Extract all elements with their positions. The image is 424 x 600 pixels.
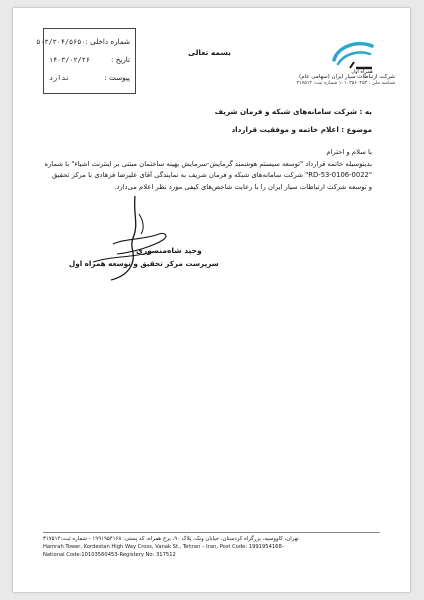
- company-ids: شناسه ملی : ۱۰۱۰۳۵۶۰۴۵۳ شماره ثبت: ۳۱۷۵۱۲: [296, 81, 395, 86]
- letter-number-value: ۵۰۳/۳۰۴/۵۶۵۰: [36, 38, 86, 46]
- letter-date-row: [49, 51, 130, 69]
- letter-number-label: شماره داخلی :: [85, 37, 130, 46]
- signatory-name: وحید شاه‌منصوری: [136, 246, 202, 255]
- letter-date-label: تاریخ :: [110, 55, 130, 64]
- body-line-2: "RD-53-0106-0022" شرکت سامانه‌های شبکه و فرمان شریف به نمایندگی آقای علیرضا فرهادی با مرکز تحقیق: [51, 171, 372, 179]
- letter-page: [13, 8, 410, 592]
- footer-divider: [43, 532, 380, 533]
- footer-address-en-line-2: National Code:10103560453-Registery No: 317512: [43, 551, 176, 558]
- greeting: با سلام و احترام: [326, 148, 372, 156]
- recipient-line: به : شرکت سامانه‌های شبکه و فرمان شریف: [214, 107, 372, 116]
- letter-attachment-value: ندارد: [49, 74, 70, 82]
- footer-address-en: [43, 544, 380, 559]
- footer-address-en-line-1: Hamrah Tower, Kordestan High Way Cross, Vanak St., Tehran – Iran, Post Code: 1991954168-: [43, 544, 284, 550]
- letter-number-row: [36, 33, 130, 51]
- letter-date-value: ۱۴۰۳/۰۲/۲۶: [49, 56, 90, 64]
- company-name: شرکت ارتباطات سیار ایران (سهامی عام): [299, 74, 395, 80]
- handwritten-signature: [73, 194, 178, 284]
- body-line-3: و توسعه شرکت ارتباطات سیار ایران را با رعایت شاخص‌های کیفی مورد نظر اعلام می‌دارد.: [114, 183, 372, 191]
- basmala-heading: بسمه تعالی: [188, 48, 231, 57]
- body-line-1: بدینوسیله خاتمه قرارداد "توسعه سیستم هوشمند گرمایش-سرمایش بهینه ساختمان مبتنی بر اینترنت اشیاء" با شماره: [44, 160, 372, 168]
- letter-attachment-row: [49, 69, 130, 87]
- logo-wordmark: همراه اول: [351, 69, 373, 74]
- subject-line: موضوع : اعلام خاتمه و موفقیت قرارداد: [231, 125, 372, 134]
- signatory-title: سرپرست مرکز تحقیق و توسعه همراه اول: [69, 259, 219, 268]
- letter-attachment-label: پیوست :: [104, 73, 130, 82]
- footer-address-fa: تهران، کاووسیه، بزرگراه کردستان، خیابان ونک، پلاک ۹۰، برج همراه، کد پستی: ۱۹۹۱۹۵۴۱۶۸ - شماره ثبت:۳۱۷۵۱۲: [43, 536, 299, 542]
- letter-meta-box: [36, 28, 136, 94]
- hamrah-aval-logo: [328, 38, 376, 74]
